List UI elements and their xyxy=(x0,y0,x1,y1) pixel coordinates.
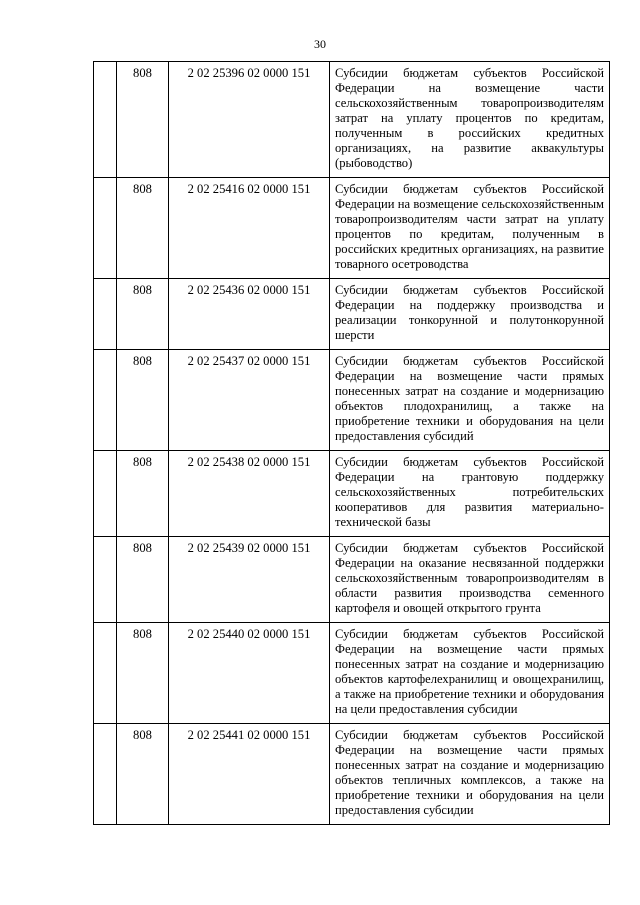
administrator-code: 808 xyxy=(117,537,169,623)
budget-classification-code: 2 02 25439 02 0000 151 xyxy=(169,537,330,623)
administrator-code: 808 xyxy=(117,724,169,825)
income-description: Субсидии бюджетам субъектов Российской Федерации на поддержку производства и реализации тонкорунной и полутонкорунной шерсти xyxy=(330,279,610,350)
empty-cell xyxy=(94,451,117,537)
table-row xyxy=(94,279,610,350)
income-description: Субсидии бюджетам субъектов Российской Федерации на грантовую поддержку сельскохозяйственных потребительских кооперативов для развития материально-технической базы xyxy=(330,451,610,537)
income-description: Субсидии бюджетам субъектов Российской Федерации на возмещение части прямых понесенных затрат на создание и модернизацию объектов плодохранилищ, а также на приобретение техники и оборудования на цели предоставления субсидий xyxy=(330,350,610,451)
budget-classification-code: 2 02 25436 02 0000 151 xyxy=(169,279,330,350)
empty-cell xyxy=(94,724,117,825)
administrator-code: 808 xyxy=(117,279,169,350)
empty-cell xyxy=(94,279,117,350)
budget-classification-code: 2 02 25396 02 0000 151 xyxy=(169,62,330,178)
table-row xyxy=(94,62,610,178)
income-description: Субсидии бюджетам субъектов Российской Федерации на возмещение сельскохозяйственным товаропроизводителям части затрат на уплату процентов по кредитам, полученным в российских кредитных организациях, на развитие товарного осетроводства xyxy=(330,178,610,279)
income-description: Субсидии бюджетам субъектов Российской Федерации на возмещение части прямых понесенных затрат на создание и модернизацию объектов тепличных комплексов, а также на приобретение техники и оборудования на цели предоставления субсидии xyxy=(330,724,610,825)
table-row xyxy=(94,178,610,279)
administrator-code: 808 xyxy=(117,350,169,451)
income-description: Субсидии бюджетам субъектов Российской Федерации на оказание несвязанной поддержки сельскохозяйственным товаропроизводителям в области развития производства семенного картофеля и овощей открытого грунта xyxy=(330,537,610,623)
table-row xyxy=(94,724,610,825)
table-row xyxy=(94,350,610,451)
table-row xyxy=(94,451,610,537)
empty-cell xyxy=(94,537,117,623)
administrator-code: 808 xyxy=(117,62,169,178)
administrator-code: 808 xyxy=(117,451,169,537)
budget-classification-code: 2 02 25416 02 0000 151 xyxy=(169,178,330,279)
budget-classification-code: 2 02 25440 02 0000 151 xyxy=(169,623,330,724)
empty-cell xyxy=(94,178,117,279)
income-description: Субсидии бюджетам субъектов Российской Федерации на возмещение части сельскохозяйственным товаропроизводителям затрат на уплату процентов по кредитам, полученным в российских кредитных организациях, на развитие аквакультуры (рыбоводство) xyxy=(330,62,610,178)
empty-cell xyxy=(94,350,117,451)
empty-cell xyxy=(94,623,117,724)
budget-classification-code: 2 02 25437 02 0000 151 xyxy=(169,350,330,451)
budget-classification-code: 2 02 25438 02 0000 151 xyxy=(169,451,330,537)
administrator-code: 808 xyxy=(117,178,169,279)
table-row xyxy=(94,537,610,623)
empty-cell xyxy=(94,62,117,178)
page-number: 30 xyxy=(314,37,326,51)
budget-classification-table xyxy=(93,61,610,825)
administrator-code: 808 xyxy=(117,623,169,724)
budget-classification-code: 2 02 25441 02 0000 151 xyxy=(169,724,330,825)
table-row xyxy=(94,623,610,724)
income-description: Субсидии бюджетам субъектов Российской Федерации на возмещение части прямых понесенных затрат на создание и модернизацию объектов картофелехранилищ и овощехранилищ, а также на приобретение техники и оборудования на цели предоставления субсидии xyxy=(330,623,610,724)
